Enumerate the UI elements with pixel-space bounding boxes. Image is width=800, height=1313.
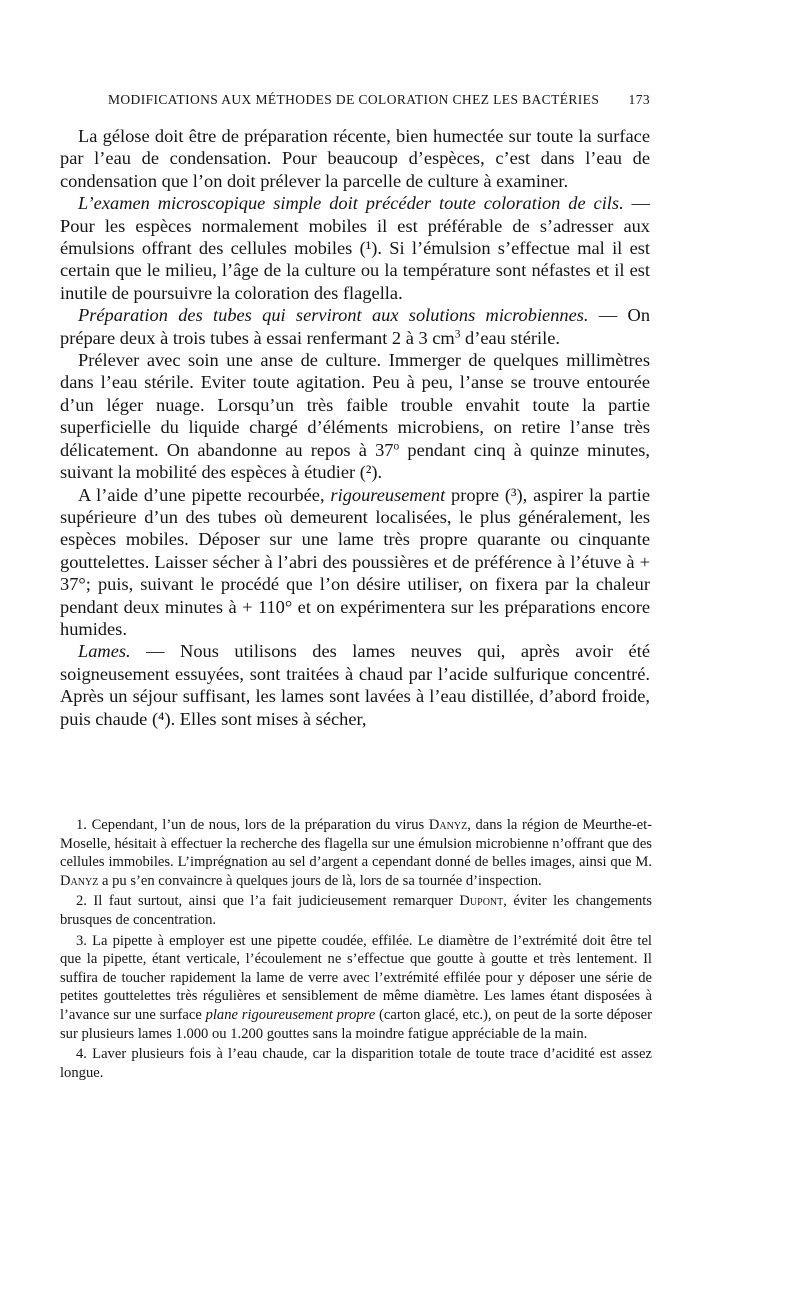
footnote-2 — [60, 892, 652, 929]
footnote-text: 4. Laver plusieurs fois à l’eau chaude, car la disparition totale de toute trace d’acidité est assez longue. — [60, 1046, 652, 1081]
footnote-text: a pu s’en convaincre à quelques jours de là, lors de sa tournée d’inspection. — [98, 872, 542, 889]
paragraph-text: . Si l’émulsion s’effectue mal il est certain que le milieu, l’âge de la culture ou la température sont néfastes et il est inutile de poursuivre la coloration des flagella. — [60, 238, 650, 303]
author-name: Dupont — [459, 893, 504, 910]
paragraph-gelose — [60, 125, 650, 192]
footnote-text: 1. Cependant, l’un de nous, lors de la préparation du virus — [76, 817, 429, 833]
author-name: Danyz — [60, 872, 99, 889]
footnote-ref-1[interactable]: (¹) — [359, 238, 378, 259]
paragraph-prelever — [60, 349, 650, 483]
main-text — [60, 125, 650, 730]
footnote-text: 3. La pipette à employer est une pipette coudée, effilée. Le diamètre de l’extrémité doit être tel que la pipette, étant verticale, l’écoulement ne s’effectue que goutte à goutte et très lentement. Il suffira de toucher rapidement la lame de verre avec l’extrémité effilée pour y déposer une série de petites gouttelettes très régulières et sensiblement de même diamètre. Les lames étant disposées à l’avance sur une surface — [60, 932, 652, 1023]
footnotes — [60, 816, 652, 1084]
degree-sign: o — [393, 440, 400, 453]
section-heading-lames: Lames. — [78, 641, 131, 662]
paragraph-preparation — [60, 304, 650, 349]
paragraph-text: . Elles sont mises à sécher, — [170, 708, 367, 729]
paragraph-text: pendant cinq à quinze minutes, suivant la mobilité des espèces à étudier — [60, 439, 650, 483]
paragraph-text: — On prépare deux à trois tubes à essai renfermant 2 à 3 cm — [60, 305, 651, 348]
paragraph-text: La gélose doit être de préparation récente, bien humectée sur toute la surface par l’eau de condensation. Pour beaucoup d’espèces, c’est dans l’eau de condensation que l’on doit prélever la parcelle de culture à examiner. — [60, 126, 650, 191]
emphasis: plane rigoureusement propre — [205, 1006, 376, 1023]
running-title: MODIFICATIONS AUX MÉTHODES DE COLORATION CHEZ LES BACTÉRIES — [108, 92, 600, 107]
footnote-text: , dans la région de Meurthe-et-Moselle, hésitait à effectuer la recherche des flagella sur une émulsion microbienne n’offrant que des cellules immobiles. L’imprégnation au sel d’argent a cependant donné de belles images, ainsi que M. — [60, 817, 653, 871]
paragraph-text: propre — [445, 484, 505, 505]
footnote-ref-4[interactable]: (⁴) — [151, 708, 171, 729]
paragraph-text: — Pour les espèces normalement mobiles il est préférable de s’adresser aux émulsions offrant des cellules mobiles — [60, 193, 651, 259]
paragraph-text: A l’aide d’une pipette recourbée, — [78, 484, 331, 505]
paragraph-text: — Nous utilisons des lames neuves qui, après avoir été soigneusement essuyées, sont traitées à chaud par l’acide sulfurique concentré. Après un séjour suffisant, les lames sont lavées à l’eau distillée, d’abord froide, puis chaude — [60, 641, 650, 729]
footnote-text: 2. Il faut surtout, ainsi que l’a fait judicieusement remarquer — [76, 893, 460, 910]
emphasis: rigoureusement — [330, 484, 446, 505]
author-name: Danyz — [428, 817, 468, 833]
paragraph-text: , aspirer la partie supérieure d’un des tubes où demeurent localisées, le plus généralement, les espèces mobiles. Déposer sur une lame très propre quarante ou cinquante gouttelettes. Laisser sécher à l’abri des poussières et de préférence à l’étuve à + 37°; puis, suivant le procédé que l’on désire utiliser, on fixera par la chaleur pendant deux minutes à + 110° et on expérimentera sur les préparations encore humides. — [60, 484, 651, 639]
section-heading-preparation: Préparation des tubes qui serviront aux solutions microbiennes. — [78, 305, 589, 326]
page-number: 173 — [628, 92, 650, 107]
paragraph-text: d’eau stérile. — [460, 327, 561, 348]
footnote-1 — [60, 816, 652, 890]
footnote-4 — [60, 1045, 652, 1082]
footnote-text: , éviter les changements brusques de concentration. — [60, 893, 652, 928]
footnote-text: (carton glacé, etc.), on peut de la sorte déposer sur plusieurs lames 1.000 ou 1.200 gouttes sans la moindre fatigue appréciable de la main. — [60, 1006, 652, 1042]
paragraph-text: . — [377, 462, 383, 483]
footnote-ref-2[interactable]: (²) — [359, 462, 378, 483]
paragraph-examen — [60, 192, 650, 304]
superscript-3: 3 — [454, 328, 461, 341]
paragraph-lames — [60, 640, 650, 730]
paragraph-text: Prélever avec soin une anse de culture. Immerger de quelques millimètres dans l’eau stérile. Eviter toute agitation. Peu à peu, l’anse se trouve entourée d’un léger nuage. Lorsqu’un très faible trouble envahit toute la partie superficielle du liquide chargé d’éléments microbiens, on retire l’anse très délicatement. On abandonne au repos à 37 — [60, 350, 650, 460]
section-heading-examen: L’examen microscopique simple doit précéder toute coloration de cils. — [78, 193, 624, 214]
paragraph-pipette — [60, 484, 650, 641]
page-header — [108, 92, 650, 112]
footnote-3 — [60, 932, 652, 1044]
footnote-ref-3[interactable]: (³) — [504, 484, 523, 505]
